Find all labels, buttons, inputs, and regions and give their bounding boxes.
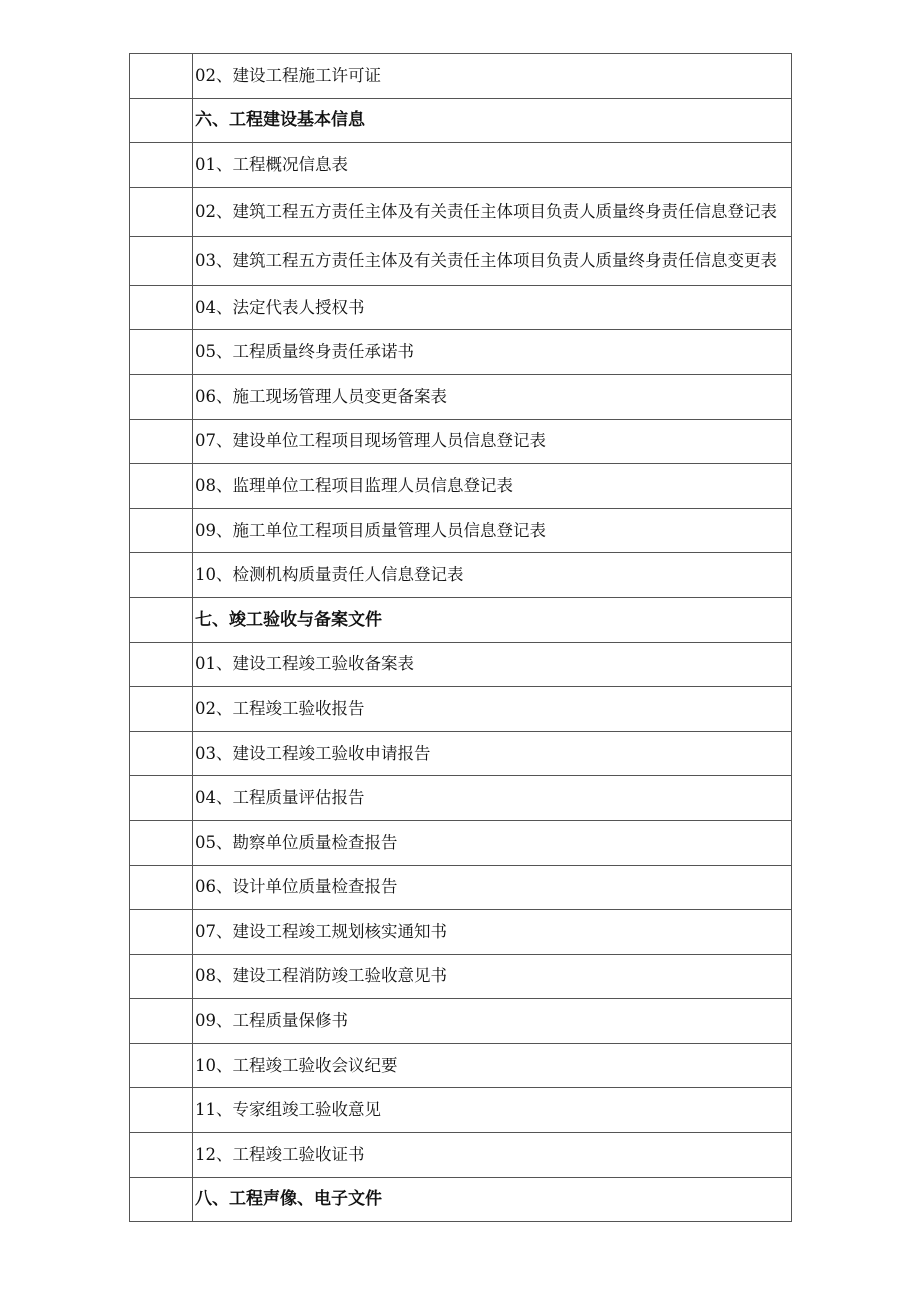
table-row <box>130 54 792 99</box>
document-item: 09、施工单位工程项目质量管理人员信息登记表 <box>193 508 792 553</box>
table-row <box>130 776 792 821</box>
index-cell <box>130 464 193 509</box>
document-item: 01、建设工程竣工验收备案表 <box>193 642 792 687</box>
index-cell <box>130 687 193 732</box>
document-item: 04、工程质量评估报告 <box>193 776 792 821</box>
section-title: 八、工程声像、电子文件 <box>193 1177 792 1222</box>
table-row <box>130 910 792 955</box>
document-item: 12、工程竣工验收证书 <box>193 1133 792 1178</box>
document-item: 06、施工现场管理人员变更备案表 <box>193 374 792 419</box>
section-header-row <box>130 98 792 143</box>
document-item: 01、工程概况信息表 <box>193 143 792 188</box>
index-cell <box>130 1133 193 1178</box>
document-item: 08、监理单位工程项目监理人员信息登记表 <box>193 464 792 509</box>
document-item: 02、建设工程施工许可证 <box>193 54 792 99</box>
document-item: 05、工程质量终身责任承诺书 <box>193 330 792 375</box>
table-row <box>130 187 792 236</box>
table-row <box>130 374 792 419</box>
table-row <box>130 508 792 553</box>
table-row <box>130 731 792 776</box>
table-row <box>130 1043 792 1088</box>
index-cell <box>130 374 193 419</box>
index-cell <box>130 330 193 375</box>
index-cell <box>130 865 193 910</box>
index-cell <box>130 820 193 865</box>
document-list-table <box>129 53 792 1222</box>
index-cell <box>130 236 193 285</box>
document-item: 03、建筑工程五方责任主体及有关责任主体项目负责人质量终身责任信息变更表 <box>193 236 792 285</box>
document-item: 08、建设工程消防竣工验收意见书 <box>193 954 792 999</box>
index-cell <box>130 1088 193 1133</box>
section-header-row <box>130 597 792 642</box>
table-row <box>130 143 792 188</box>
table-row <box>130 820 792 865</box>
table-row <box>130 236 792 285</box>
index-cell <box>130 508 193 553</box>
document-item: 02、工程竣工验收报告 <box>193 687 792 732</box>
table-row <box>130 865 792 910</box>
table-row <box>130 1133 792 1178</box>
document-item: 09、工程质量保修书 <box>193 999 792 1044</box>
index-cell <box>130 187 193 236</box>
index-cell <box>130 954 193 999</box>
section-title: 六、工程建设基本信息 <box>193 98 792 143</box>
index-cell <box>130 910 193 955</box>
table-row <box>130 687 792 732</box>
document-item: 07、建设单位工程项目现场管理人员信息登记表 <box>193 419 792 464</box>
index-cell <box>130 1043 193 1088</box>
section-header-row <box>130 1177 792 1222</box>
index-cell <box>130 999 193 1044</box>
index-cell <box>130 98 193 143</box>
document-item: 06、设计单位质量检查报告 <box>193 865 792 910</box>
section-title: 七、竣工验收与备案文件 <box>193 597 792 642</box>
document-item: 02、建筑工程五方责任主体及有关责任主体项目负责人质量终身责任信息登记表 <box>193 187 792 236</box>
index-cell <box>130 54 193 99</box>
document-item: 04、法定代表人授权书 <box>193 285 792 330</box>
index-cell <box>130 285 193 330</box>
table-row <box>130 954 792 999</box>
table-row <box>130 642 792 687</box>
index-cell <box>130 553 193 598</box>
document-item: 03、建设工程竣工验收申请报告 <box>193 731 792 776</box>
table-row <box>130 999 792 1044</box>
index-cell <box>130 597 193 642</box>
document-item: 05、勘察单位质量检查报告 <box>193 820 792 865</box>
index-cell <box>130 1177 193 1222</box>
table-row <box>130 330 792 375</box>
document-item: 10、工程竣工验收会议纪要 <box>193 1043 792 1088</box>
index-cell <box>130 419 193 464</box>
document-item: 07、建设工程竣工规划核实通知书 <box>193 910 792 955</box>
document-item: 10、检测机构质量责任人信息登记表 <box>193 553 792 598</box>
index-cell <box>130 143 193 188</box>
table-row <box>130 553 792 598</box>
table-row <box>130 464 792 509</box>
table-row <box>130 419 792 464</box>
document-item: 11、专家组竣工验收意见 <box>193 1088 792 1133</box>
index-cell <box>130 642 193 687</box>
table-row <box>130 1088 792 1133</box>
table-body <box>130 54 792 1222</box>
table-row <box>130 285 792 330</box>
index-cell <box>130 776 193 821</box>
index-cell <box>130 731 193 776</box>
